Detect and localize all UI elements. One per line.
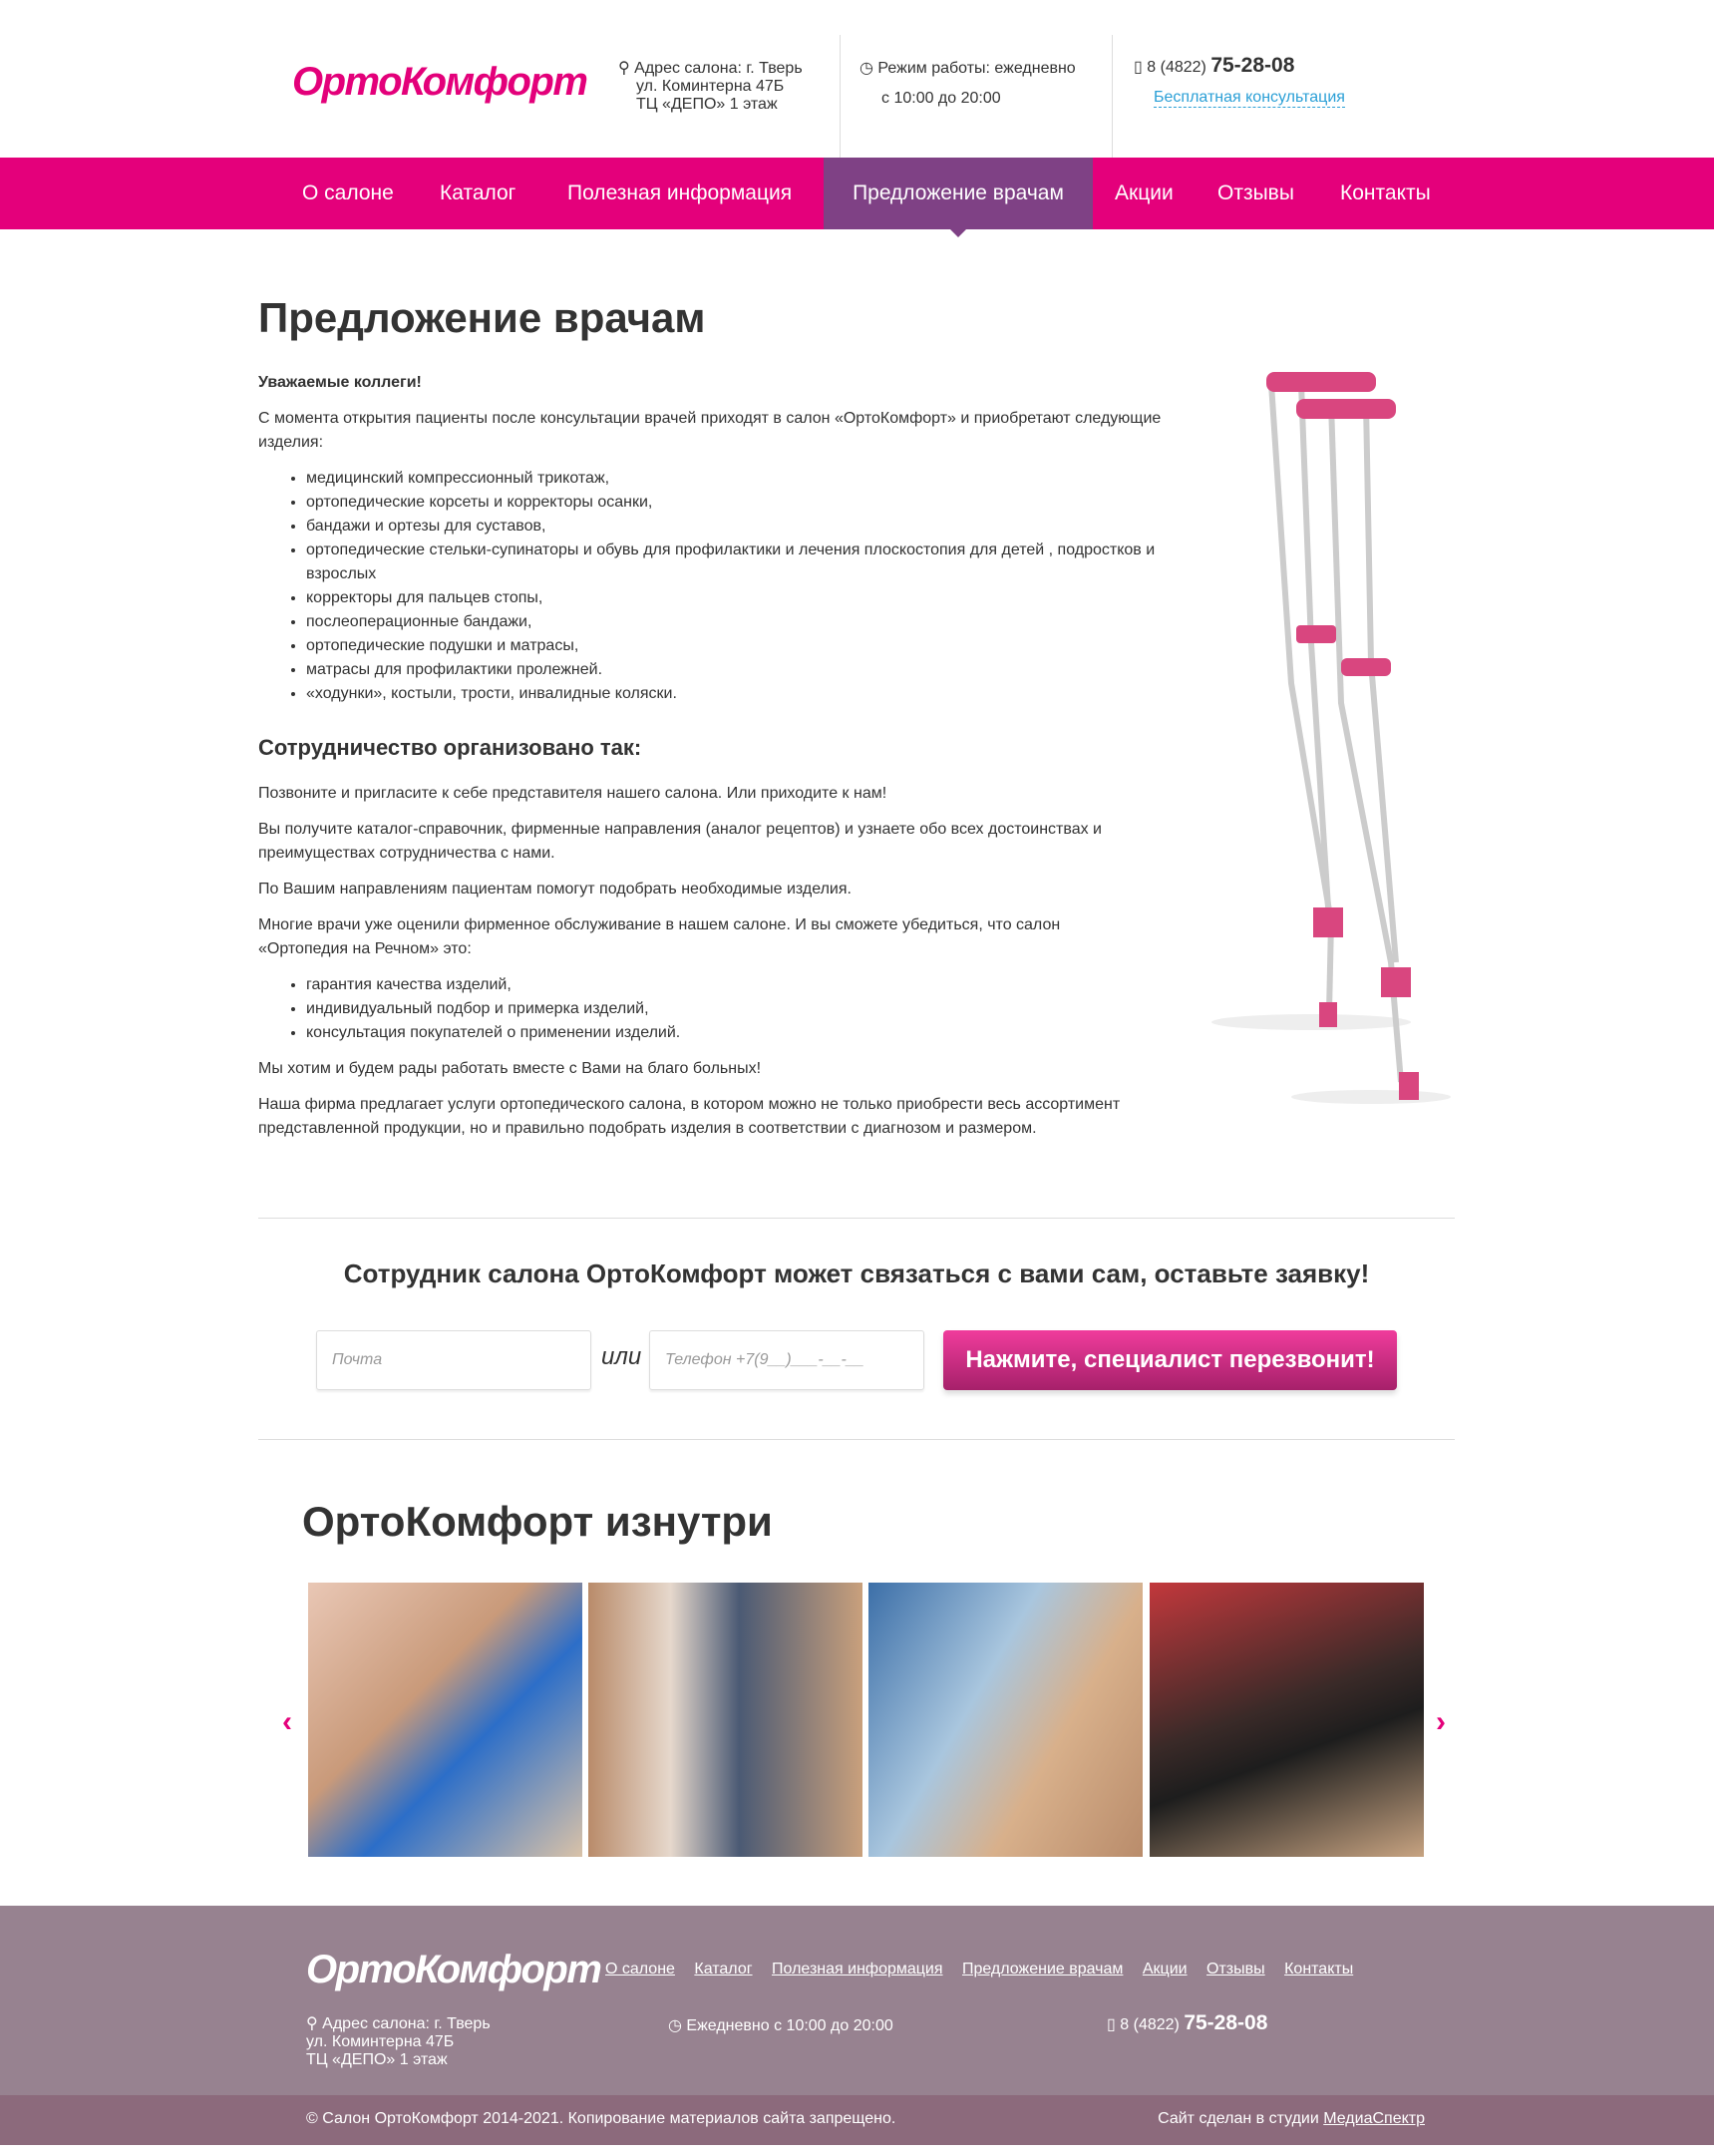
footer-nav-contacts[interactable]: Контакты xyxy=(1284,1961,1354,1977)
crutches-image xyxy=(1201,364,1461,1122)
footer-phone: ▯ 8 (4822) 75-28-08 xyxy=(1107,2011,1268,2034)
list-item: • гарантия качества изделий, xyxy=(306,973,1196,997)
header-phone: ▯ 8 (4822) 75-28-08 Бесплатная консультация xyxy=(1134,54,1345,106)
products-list xyxy=(306,467,1196,706)
list-item: • индивидуальный подбор и примерка изделий, xyxy=(306,997,1196,1021)
nav-promotions[interactable]: Акции xyxy=(1115,181,1174,204)
list-item: • ортопедические корсеты и корректоры осанки, xyxy=(306,491,1196,515)
list-item: • корректоры для пальцев стопы, xyxy=(306,586,1196,610)
list-item: • бандажи и ортезы для суставов, xyxy=(306,515,1196,539)
nav-about[interactable]: О салоне xyxy=(302,181,394,204)
footer-nav-about[interactable]: О салоне xyxy=(605,1961,675,1977)
clock-icon: ◷ xyxy=(859,60,873,77)
footer-nav xyxy=(605,1961,1368,1978)
divider xyxy=(258,1439,1455,1440)
header-hours: ◷ Режим работы: ежедневно с 10:00 до 20:00 xyxy=(859,60,1076,107)
footer-hours: ◷ Ежедневно с 10:00 до 20:00 xyxy=(668,2017,893,2034)
callback-form-title: Сотрудник салона ОртоКомфорт может связаться с вами сам, оставьте заявку! xyxy=(343,1258,1370,1288)
section-heading: Сотрудничество организовано так: xyxy=(258,735,642,760)
list-item: • ортопедические подушки и матрасы, xyxy=(306,634,1196,658)
footer-nav-catalog[interactable]: Каталог xyxy=(694,1961,753,1977)
footer-logo[interactable]: ОртоКомфорт xyxy=(306,1948,601,1991)
location-pin-icon: ⚲ xyxy=(618,60,630,77)
gallery-photo-ankle-brace[interactable] xyxy=(588,1583,862,1857)
footer-nav-for-doctors[interactable]: Предложение врачам xyxy=(961,1961,1124,1977)
footer xyxy=(0,1906,1714,2095)
benefits-list xyxy=(306,973,1196,1045)
page-title: Предложение врачам xyxy=(258,294,706,341)
list-item: • послеоперационные бандажи, xyxy=(306,610,1196,634)
callback-submit-button[interactable]: Нажмите, специалист перезвонит! xyxy=(943,1330,1397,1390)
main-nav xyxy=(0,158,1714,229)
chevron-right-icon[interactable]: › xyxy=(1436,1705,1446,1738)
list-item: • матрасы для профилактики пролежней. xyxy=(306,658,1196,682)
footer-nav-useful-info[interactable]: Полезная информация xyxy=(772,1961,943,1977)
nav-useful-info[interactable]: Полезная информация xyxy=(567,181,793,204)
studio-link[interactable]: МедиаСпектр xyxy=(1323,2110,1425,2127)
copyright: © Салон ОртоКомфорт 2014-2021. Копирование материалов сайта запрещено. xyxy=(306,2110,896,2127)
phone-icon: ▯ xyxy=(1134,59,1143,76)
divider xyxy=(840,35,841,165)
phone-icon: ▯ xyxy=(1107,2016,1116,2033)
divider xyxy=(1112,35,1113,165)
email-input[interactable]: Почта xyxy=(316,1330,591,1390)
gallery-photo-knee-brace[interactable] xyxy=(868,1583,1143,1857)
footer-bottom-bar: © Салон ОртоКомфорт 2014-2021. Копирование материалов сайта запрещено. Сайт сделан в студии МедиаСпектр xyxy=(0,2095,1714,2145)
chevron-left-icon[interactable]: ‹ xyxy=(282,1705,292,1738)
or-label: или xyxy=(601,1343,642,1370)
list-item: • «ходунки», костыли, трости, инвалидные коляски. xyxy=(306,682,1196,706)
page-content: Уважаемые коллеги! С момента открытия пациенты после консультации врачей приходят в салон «ОртоКомфорт» и приобретают следующие изделия: • медицинский компрессионный трикотаж, • ортопедические корсеты и корректоры осанки, • бандажи и ортезы для суставов, • ортопедические стельки-супинаторы и обувь для профилактики и лечения плоскостопия для детей , подростков и взрослых • корректоры для пальцев стопы, • послеоперационные бандажи, • ортопедические подушки и матрасы, • матрасы для профилактики пролежней. • «ходунки», костыли, трости, инвалидные коляски. Сотрудничество организовано так: Позвоните и пригласите к себе представителя нашего салона. Или приходите к нам! Вы получите каталог-справочник, фирменные направления (аналог рецептов) и узнаете обо всех достоинствах и преимуществах сотрудничества с нами. По Вашим направлениям пациентам помогут подобрать необходимые изделия. Многие врачи уже оценили фирменное обслуживание в нашем салоне. И вы сможете убедиться, что салон «Ортопедия на Речном» это: • гарантия качества изделий, • индивидуальный подбор и примерка изделий, • консультация покупателей о применении изделий. Мы хотим и будем рады работать вместе с Вами на благо больных! Наша фирма предлагает услуги ортопедического салона, в котором можно не только приобрести весь ассортимент представленной продукции, но и правильно подобрать изделия в соответствии с диагнозом и размером. xyxy=(258,371,1196,1153)
phone-input[interactable]: Телефон +7(9__)___-__-__ xyxy=(649,1330,924,1390)
nav-for-doctors[interactable]: Предложение врачам xyxy=(824,158,1093,229)
nav-catalog[interactable]: Каталог xyxy=(440,181,516,204)
location-pin-icon: ⚲ xyxy=(306,2015,318,2032)
list-item: • ортопедические стельки-супинаторы и обувь для профилактики и лечения плоскостопия для детей , подростков и взрослых xyxy=(306,539,1196,586)
clock-icon: ◷ xyxy=(668,2017,682,2034)
nav-reviews[interactable]: Отзывы xyxy=(1217,181,1294,204)
footer-address: ⚲ Адрес салона: г. Тверь ул. Коминтерна 47Б ТЦ «ДЕПО» 1 этаж xyxy=(306,2015,491,2068)
gallery-photo-sandals[interactable] xyxy=(1150,1583,1424,1857)
footer-nav-promotions[interactable]: Акции xyxy=(1142,1961,1188,1977)
footer-nav-reviews[interactable]: Отзывы xyxy=(1206,1961,1265,1977)
header-address: ⚲ Адрес салона: г. Тверь ул. Коминтерна 47Б ТЦ «ДЕПО» 1 этаж xyxy=(618,60,803,113)
list-item: • консультация покупателей о применении изделий. xyxy=(306,1021,1196,1045)
divider xyxy=(258,1218,1455,1219)
list-item: • медицинский компрессионный трикотаж, xyxy=(306,467,1196,491)
gallery-title: ОртоКомфорт изнутри xyxy=(302,1498,773,1545)
free-consultation-link[interactable]: Бесплатная консультация xyxy=(1154,89,1345,106)
logo[interactable]: ОртоКомфорт xyxy=(292,60,587,104)
gallery-photo-insoles[interactable] xyxy=(308,1583,582,1857)
nav-contacts[interactable]: Контакты xyxy=(1340,181,1431,204)
